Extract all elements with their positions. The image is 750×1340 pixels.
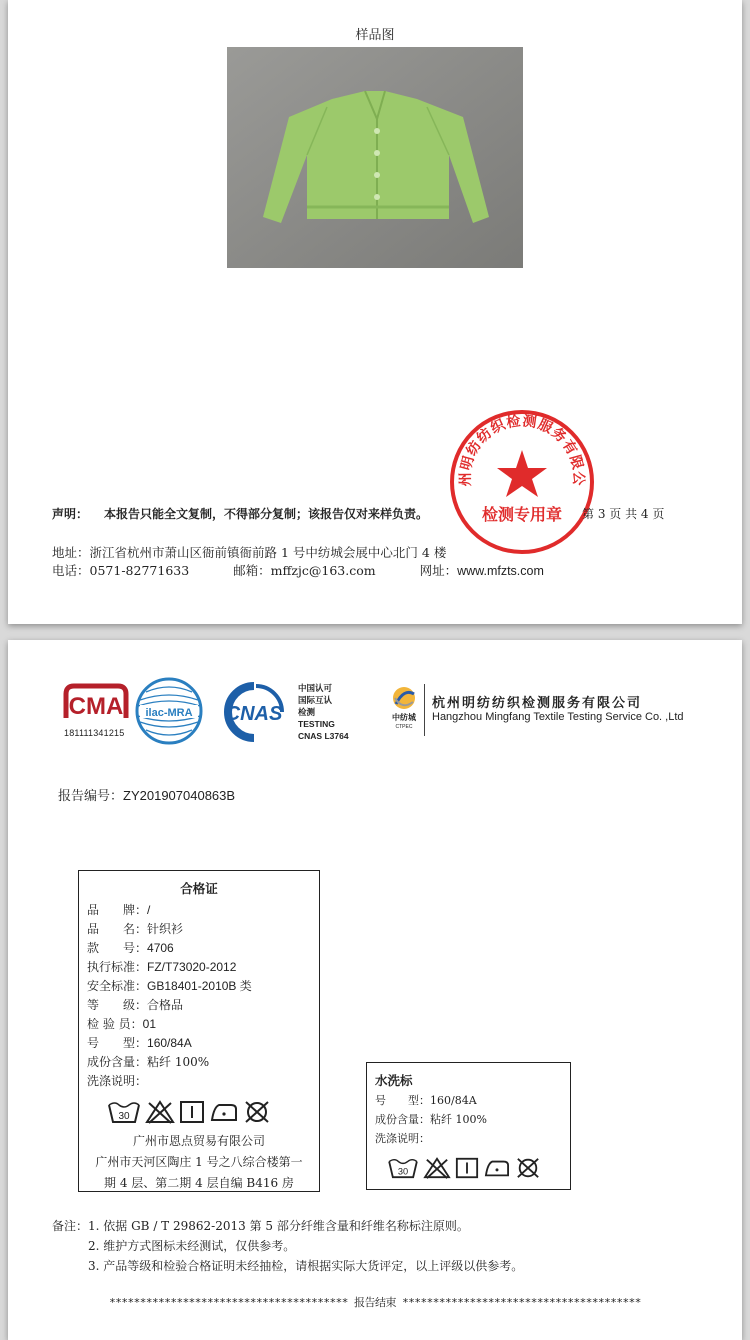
row-label: 洗涤说明： [87,1074,148,1088]
no-dry-clean-icon [243,1099,271,1125]
contact-line [52,561,544,579]
phone-value: 0571-82771633 [89,563,190,578]
address-label: 地址： [52,545,90,560]
row-label: 执行标准： [87,960,148,974]
cert-row-safety-standard [87,977,319,996]
wash-label-title: 水洗标 [375,1073,413,1088]
wash-30-icon [107,1099,141,1125]
declaration-label: 声明： [52,507,89,521]
row-value: 4706 [147,941,174,955]
phone-label: 电话： [52,563,90,578]
wash-30-icon [387,1156,419,1180]
row-value: FZ/T73020-2012 [147,960,237,974]
zhongfangcheng-logo [386,684,422,732]
page-number: 第 3 页 共 4 页 [582,507,665,521]
website-label: 网址： [419,563,458,578]
seller-info [79,1131,319,1194]
sample-photo [227,47,523,268]
cnas-line: CNAS L3764 [298,731,349,741]
row-label: 品 名： [87,922,148,936]
wash-row-size [375,1091,570,1110]
row-label: 成份含量： [87,1055,148,1069]
row-value: / [147,903,151,917]
row-label: 号 型： [87,1036,148,1050]
cert-row-product-name [87,920,319,939]
cma-logo [60,680,132,728]
report-number-label: 报告编号： [58,789,124,804]
line-dry-icon [179,1099,205,1125]
svg-text:30: 30 [397,1166,409,1177]
cnas-line: 检测 [298,707,316,717]
report-number [58,785,235,804]
cert-row-grade [87,996,319,1015]
row-label: 号 型： [375,1094,430,1107]
row-label: 款 号： [87,941,148,955]
row-value: 粘纤 100% [430,1113,487,1126]
email-value: mffzjc@163.com [270,563,376,578]
remarks-label: 备注： [52,1219,89,1233]
remarks [52,1216,523,1276]
declaration-text: 本报告只能全文复制，不得部分复制；该报告仅对来样负责。 [104,507,429,521]
inspection-seal [448,408,596,556]
seller-line: 广州市天河区陶庄 1 号之八综合楼第一 [95,1155,303,1169]
cert-row-composition [87,1053,319,1072]
cnas-text: CNAS [225,703,283,725]
row-value: 01 [142,1017,156,1031]
website-value: www.mfzts.com [457,564,544,578]
company-name-en: Hangzhou Mingfang Textile Testing Service Co. ,Ltd [432,711,684,723]
row-label: 品 牌： [87,903,148,917]
cfm-text: 中纺城 [392,713,416,722]
row-label: 成份含量： [375,1113,430,1126]
row-value: 粘纤 100% [147,1055,210,1069]
iron-low-icon [209,1099,239,1125]
row-label: 洗涤说明： [375,1132,430,1145]
cnas-line: 中国认可 [298,683,333,693]
report-number-value: ZY201907040863B [123,788,236,803]
row-value: 160/84A [430,1094,477,1107]
report-end-line: *************************************** 报告结束 *************************************** [109,1296,641,1309]
seller-line: 广州市恩点贸易有限公司 [132,1134,265,1148]
cert-row-inspector [87,1015,319,1034]
remark-item: 3. 产品等级和检验合格证明未经抽检，请根据实际大货评定，以上评级以供参考。 [88,1259,524,1273]
cert-row-brand [87,901,319,920]
address-line [52,543,446,561]
row-label: 安全标准： [87,979,148,993]
cma-text: CMA [68,693,124,720]
no-dry-clean-icon [515,1156,541,1180]
wash-label [366,1062,571,1190]
wash-row-composition [375,1110,570,1129]
cert-row-standard [87,958,319,977]
email-label: 邮箱： [233,563,271,578]
qualification-certificate [78,870,320,1192]
care-symbols [387,1156,570,1180]
seal-text: 州明纺纺织检测服务有限公 [457,413,587,487]
cma-number: 181111341215 [64,728,125,738]
cert-row-care [87,1072,319,1091]
declaration [52,505,428,522]
row-label: 检 验 员： [87,1017,143,1031]
cert-row-style-no [87,939,319,958]
svg-text:30: 30 [118,1111,130,1122]
no-bleach-icon [145,1099,175,1125]
ilac-text: ilac-MRA [145,707,193,719]
seal-subtext: 检测专用章 [481,505,563,524]
iron-low-icon [483,1156,511,1180]
sample-image-title: 样品图 [355,28,395,43]
row-value: 合格品 [147,998,184,1012]
address-value: 浙江省杭州市萧山区衙前镇衙前路 1 号中纺城会展中心北门 4 楼 [89,545,447,560]
row-label: 等 级： [87,998,148,1012]
report-page-3 [8,0,742,624]
cnas-line: TESTING [298,719,335,729]
wash-row-care [375,1129,570,1148]
remark-item: 1. 依据 GB / T 29862-2013 第 5 部分纤维含量和纤维名称标注原则。 [88,1219,469,1233]
cnas-accreditation-text [298,682,349,742]
seller-line: 期 4 层、第二期 4 层自编 B416 房 [104,1176,294,1190]
care-symbols [107,1099,319,1125]
header-divider [424,684,425,736]
row-value: 针织衫 [147,922,184,936]
cfm-sub: CTPEC [395,724,413,730]
cert-row-size [87,1034,319,1053]
remark-item: 2. 维护方式图标未经测试，仅供参考。 [88,1239,296,1253]
cnas-line: 国际互认 [298,695,333,705]
certificate-title: 合格证 [180,881,218,896]
no-bleach-icon [423,1156,451,1180]
line-dry-icon [455,1156,479,1180]
row-value: GB18401-2010B 类 [147,979,252,993]
row-value: 160/84A [147,1036,192,1050]
ilac-mra-logo [134,676,204,746]
company-name-cn: 杭州明纺纺织检测服务有限公司 [432,696,643,711]
report-page-4 [8,640,742,1340]
cnas-logo [212,682,296,742]
